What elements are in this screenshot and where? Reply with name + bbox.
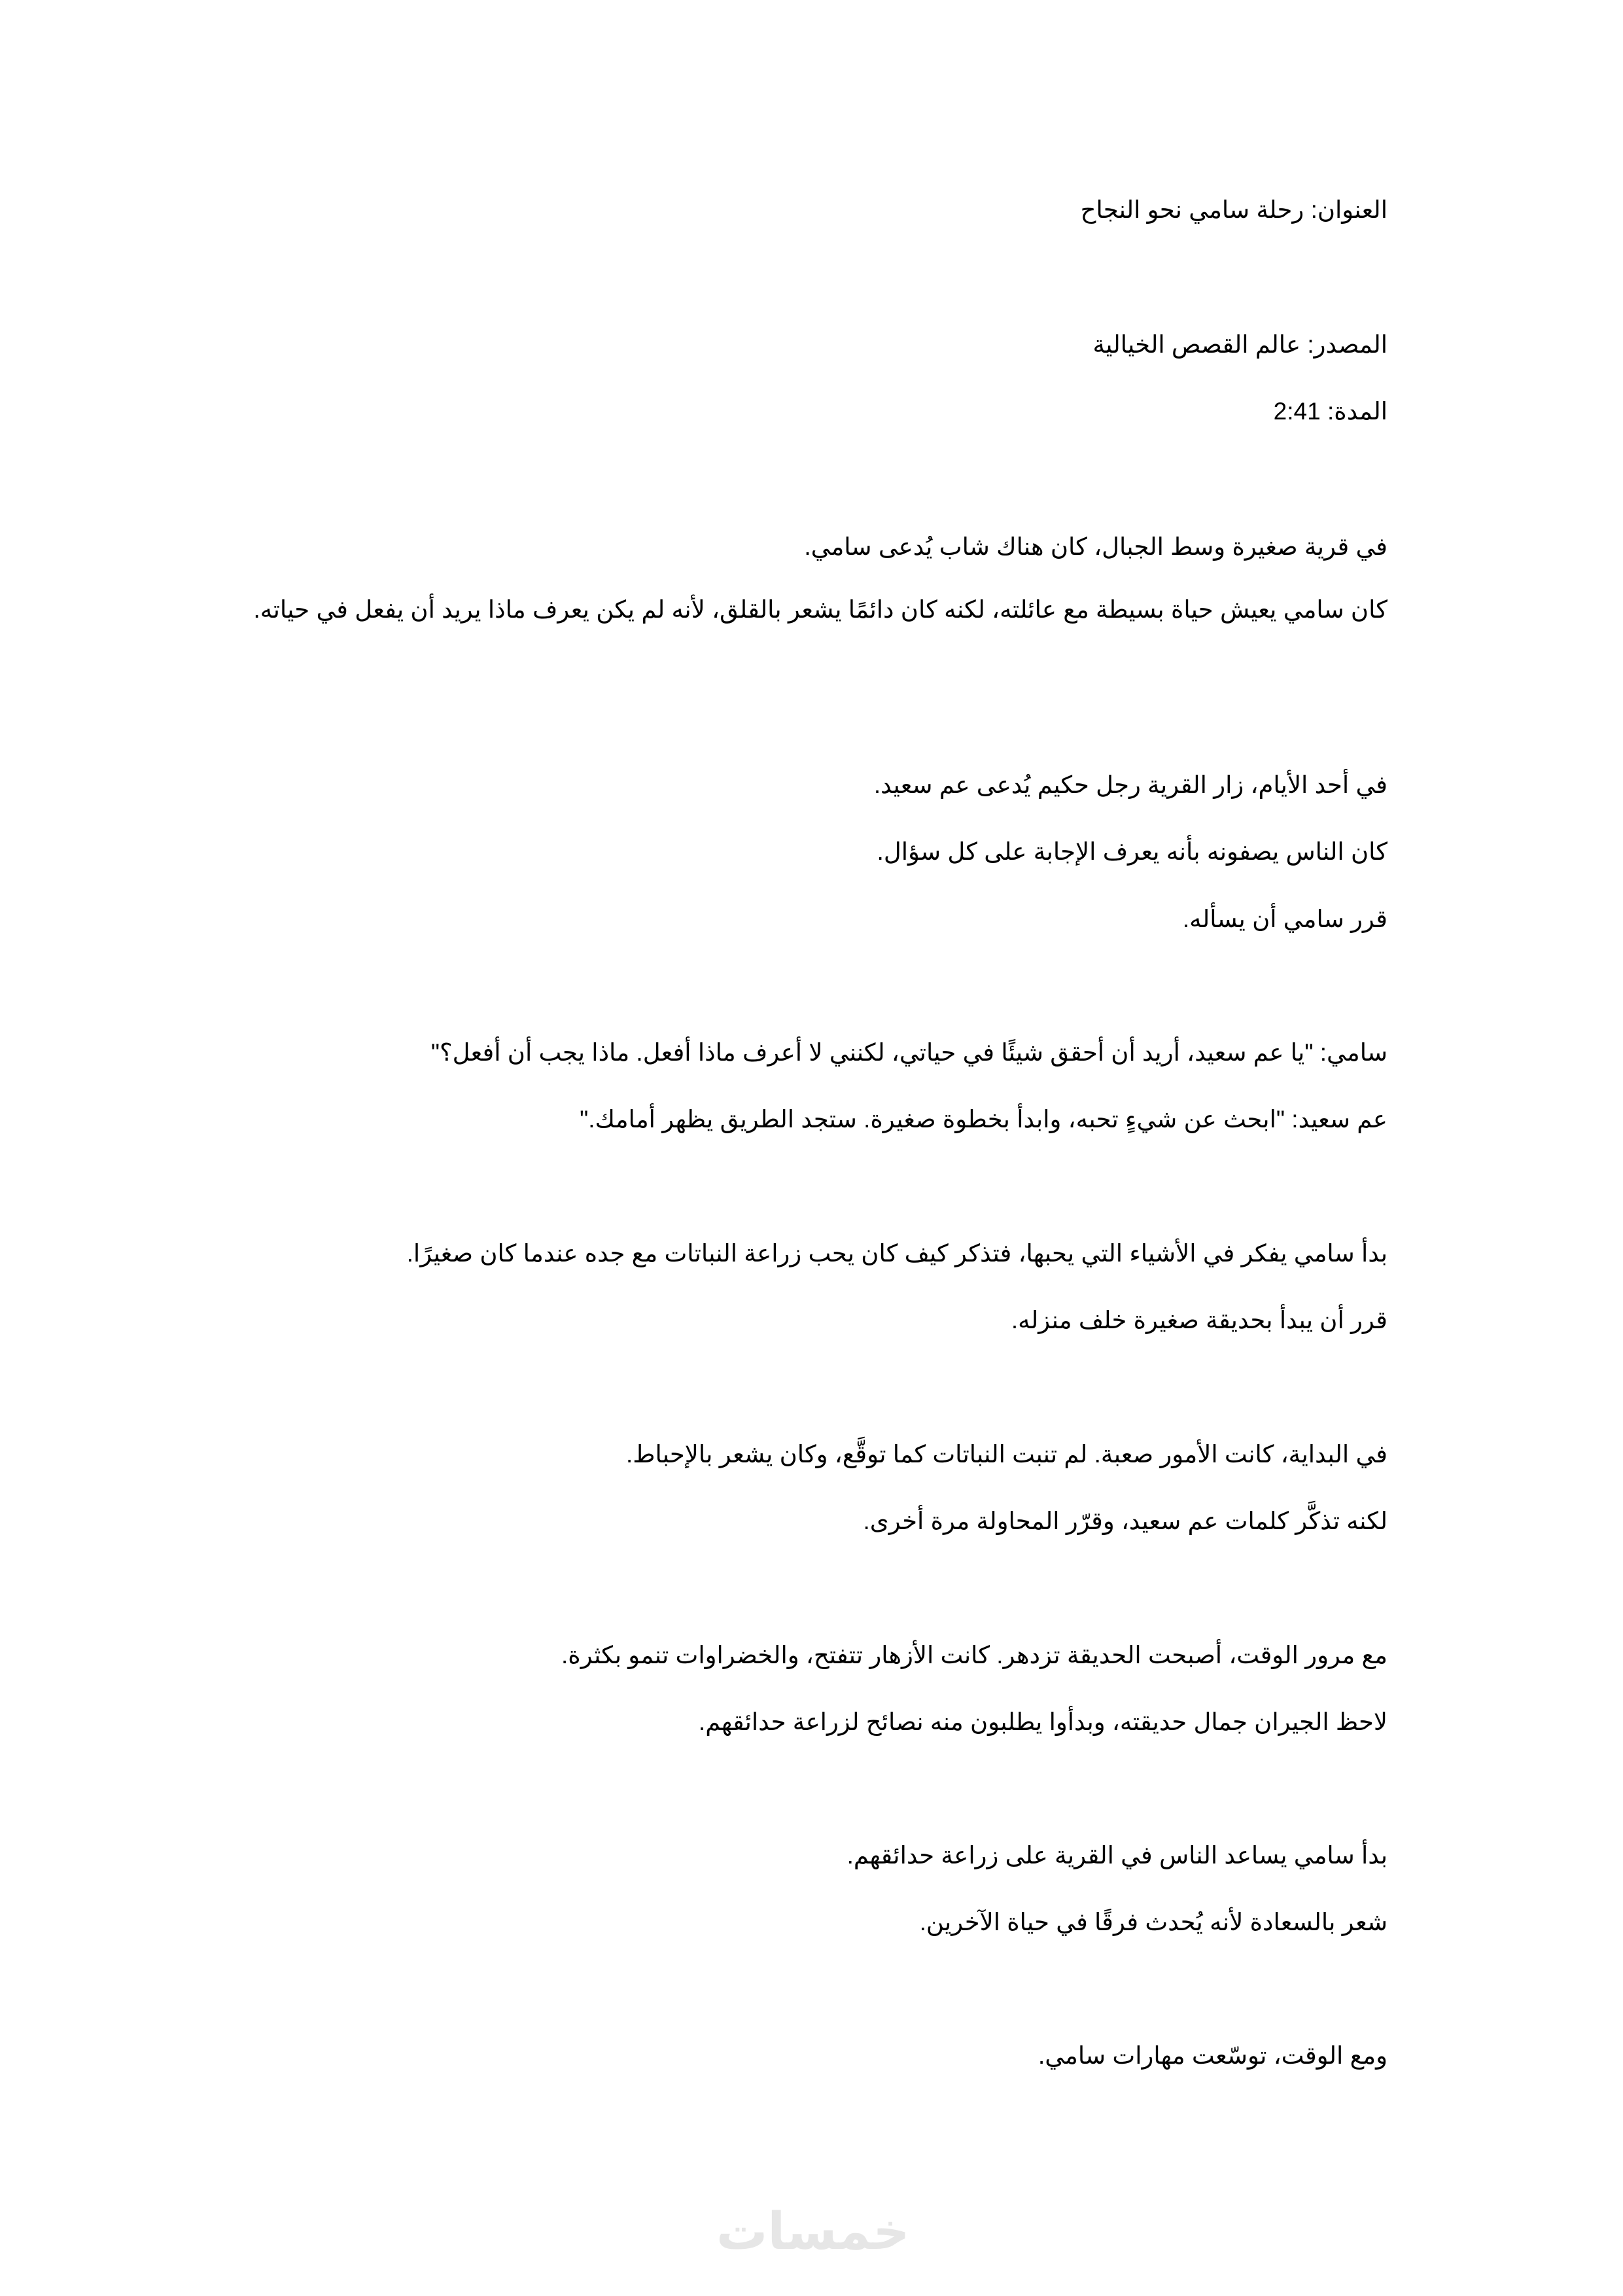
paragraph: بدأ سامي يفكر في الأشياء التي يحبها، فتذكر كيف كان يحب زراعة النباتات مع جده عندما كان صغيرًا. <box>406 1240 1387 1267</box>
duration-line: المدة: 2:41 <box>1273 398 1387 425</box>
paragraph: في قرية صغيرة وسط الجبال، كان هناك شاب يُدعى سامي. <box>804 533 1387 560</box>
watermark-logo: خمسات <box>716 2202 910 2260</box>
dialogue-line: سامي: "يا عم سعيد، أريد أن أحقق شيئًا في حياتي، لكنني لا أعرف ماذا أفعل. ماذا يجب أن أفعل؟" <box>430 1039 1387 1066</box>
title-line: العنوان: رحلة سامي نحو النجاح <box>1080 196 1387 223</box>
paragraph: في البداية، كانت الأمور صعبة. لم تنبت النباتات كما توقَّع، وكان يشعر بالإحباط. <box>625 1441 1387 1468</box>
paragraph: مع مرور الوقت، أصبحت الحديقة تزدهر. كانت الأزهار تتفتح، والخضراوات تنمو بكثرة. <box>561 1642 1387 1669</box>
paragraph: قرر سامي أن يسأله. <box>1182 906 1387 932</box>
paragraph: قرر أن يبدأ بحديقة صغيرة خلف منزله. <box>1011 1307 1387 1333</box>
paragraph: كان سامي يعيش حياة بسيطة مع عائلته، لكنه كان دائمًا يشعر بالقلق، لأنه لم يكن يعرف ماذا يريد أن يفعل في حياته. <box>253 596 1387 623</box>
paragraph: كان الناس يصفونه بأنه يعرف الإجابة على كل سؤال. <box>877 838 1387 865</box>
paragraph: في أحد الأيام، زار القرية رجل حكيم يُدعى عم سعيد. <box>873 771 1387 798</box>
dialogue-line: عم سعيد: "ابحث عن شيءٍ تحبه، وابدأ بخطوة صغيرة. ستجد الطريق يظهر أمامك." <box>580 1106 1387 1133</box>
paragraph: بدأ سامي يساعد الناس في القرية على زراعة حدائقهم. <box>846 1842 1387 1869</box>
paragraph: لكنه تذكَّر كلمات عم سعيد، وقرّر المحاولة مرة أخرى. <box>863 1508 1387 1534</box>
source-line: المصدر: عالم القصص الخيالية <box>1092 331 1387 358</box>
paragraph: شعر بالسعادة لأنه يُحدث فرقًا في حياة الآخرين. <box>919 1909 1387 1935</box>
paragraph: ومع الوقت، توسّعت مهارات سامي. <box>1038 2042 1387 2069</box>
paragraph: لاحظ الجيران جمال حديقته، وبدأوا يطلبون منه نصائح لزراعة حدائقهم. <box>698 1708 1387 1735</box>
